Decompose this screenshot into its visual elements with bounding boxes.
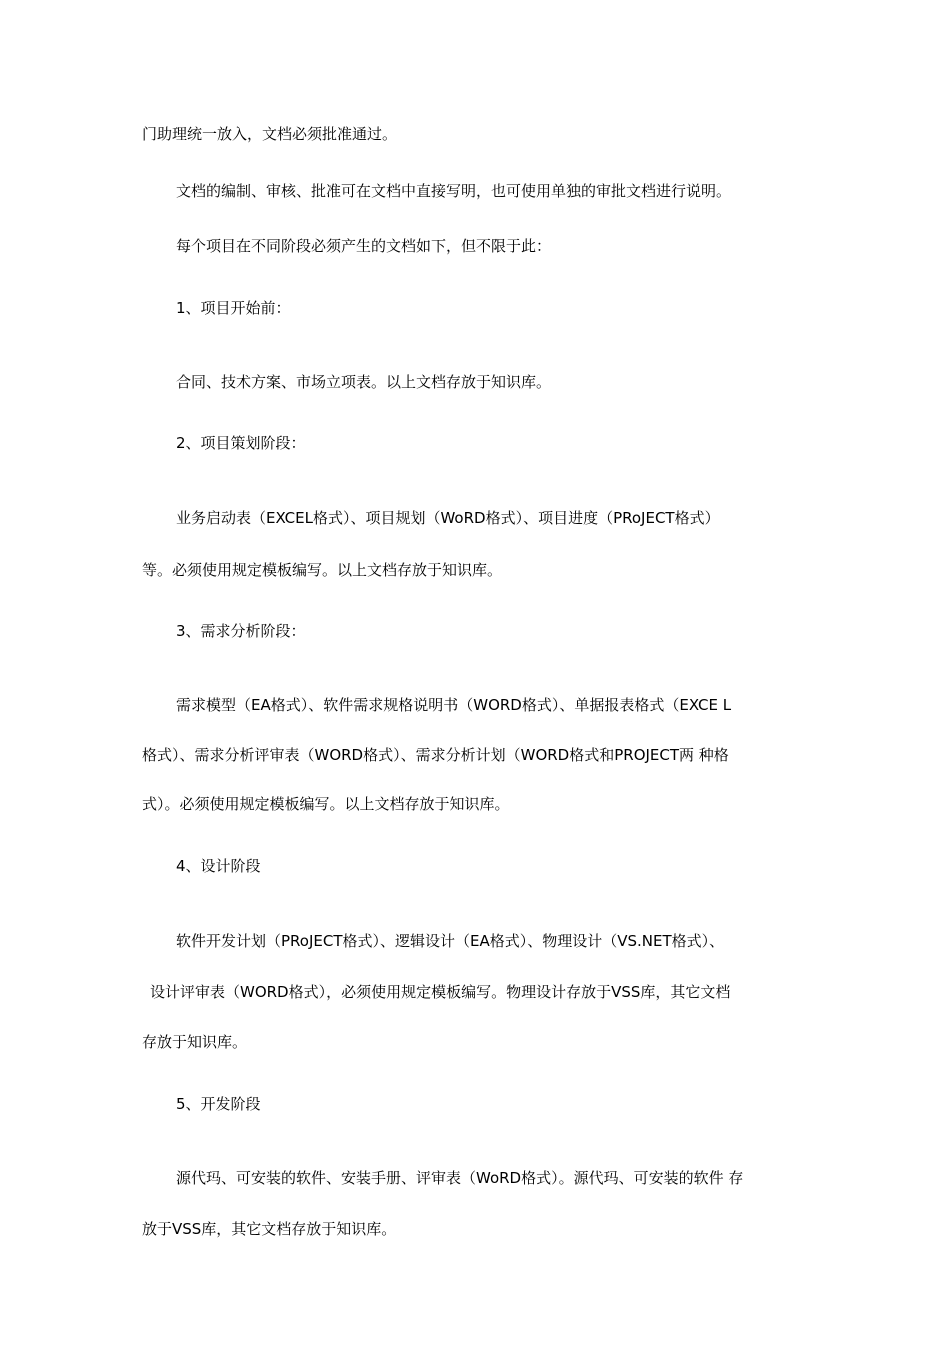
section-heading-4: 4、设计阶段 [176, 857, 261, 875]
text-line-13: 源代玛、可安装的软件、安装手册、评审表（WoRD格式）。源代玛、可安装的软件 存 [176, 1169, 744, 1187]
text-line-3: 每个项目在不同阶段必须产生的文档如下，但不限于此： [176, 237, 552, 255]
text-line-2: 文档的编制、审核、批准可在文档中直接写明，也可使用单独的审批文档进行说明。 [176, 182, 732, 200]
text-line-14: 放于VSS库，其它文档存放于知识库。 [142, 1220, 397, 1238]
section-heading-1: 1、项目开始前： [176, 299, 291, 317]
section-heading-5: 5、开发阶段 [176, 1095, 261, 1113]
text-line-12: 存放于知识库。 [142, 1033, 248, 1051]
text-line-6: 等。必须使用规定模板编写。以上文档存放于知识库。 [142, 561, 503, 579]
section-heading-2: 2、项目策划阶段： [176, 434, 306, 452]
text-line-11: 设计评审表（WORD格式），必须使用规定模板编写。物理设计存放于VSS库，其它文档 [150, 983, 731, 1001]
text-line-1: 门助理统一放入，文档必须批准通过。 [142, 125, 398, 143]
text-line-10: 软件开发计划（PRoJECT格式）、逻辑设计（EA格式）、物理设计（VS.NET格式）、 [176, 932, 725, 950]
section-heading-3: 3、需求分析阶段： [176, 622, 306, 640]
text-line-9: 式）。必须使用规定模板编写。以上文档存放于知识库。 [142, 795, 510, 813]
text-line-5: 业务启动表（EXCEL格式）、项目规划（WoRD格式）、项目进度（PRoJECT格式） [176, 509, 720, 527]
text-line-7: 需求模型（EA格式）、软件需求规格说明书（WORD格式）、单据报表格式（EXCE L [176, 696, 732, 714]
text-line-8: 格式）、需求分析评审表（WORD格式）、需求分析计划（WORD格式和PROJECT两 种格 [142, 746, 729, 764]
text-line-4: 合同、技术方案、市场立项表。以上文档存放于知识库。 [176, 373, 552, 391]
